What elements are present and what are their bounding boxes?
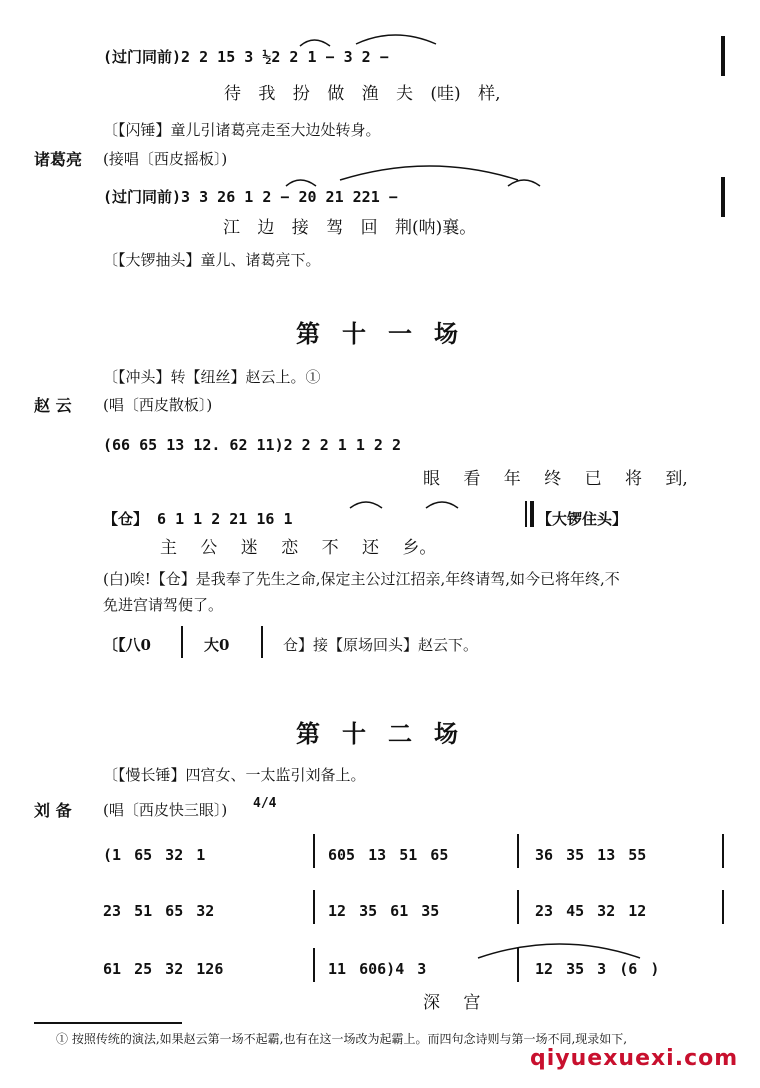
barline-dir4-1 bbox=[181, 626, 183, 658]
lyrics-row-7: 深 宫 bbox=[423, 993, 481, 1013]
notation-row-5-measure-1: (1 65 32 1 bbox=[103, 846, 206, 864]
dialogue-line-2: 免进宫请驾便了。 bbox=[103, 596, 224, 614]
notation-row-5-measure-3: 36 35 13 55 bbox=[535, 846, 647, 864]
barline-4a bbox=[525, 501, 527, 527]
tie-5 bbox=[426, 502, 458, 508]
slur-2 bbox=[340, 166, 518, 180]
barline-7b bbox=[517, 948, 519, 982]
scene-title-12: 第十二场 bbox=[296, 719, 480, 748]
lyrics-row-4: 主 公 迷 恋 不 还 乡。 bbox=[160, 538, 437, 558]
notation-row-7-measure-2: 11 606)4 3 bbox=[328, 960, 427, 978]
barline-6a bbox=[313, 890, 315, 924]
footnote: ① 按照传统的演法,如果赵云第一场不起霸,也有在这一场改为起霸上。而四句念诗则与第一场不同,现录如下, bbox=[56, 1032, 628, 1046]
footnote-rule bbox=[34, 1022, 182, 1024]
barline-7a bbox=[313, 948, 315, 982]
watermark: qiyuexuexi.com bbox=[530, 1046, 739, 1071]
stage-direction-1: 〔【闪锤】童儿引诸葛亮走至大边处转身。 bbox=[103, 121, 381, 139]
time-signature: 4/4 bbox=[253, 796, 277, 811]
barline-end-1 bbox=[721, 36, 725, 76]
percussion-cue: 【大锣住头】 bbox=[537, 510, 628, 528]
notation-row-1: (过门同前)2 2 15 3 ½2 2 1 − 3 2 − bbox=[103, 48, 389, 66]
barline-5c bbox=[722, 834, 724, 868]
percussion-pattern-2: 大0 bbox=[204, 636, 230, 654]
stage-direction-5: 〔【慢长锤】四宫女、一太监引刘备上。 bbox=[103, 766, 366, 784]
percussion-pattern-3: 仓】接【原场回头】赵云下。 bbox=[283, 636, 479, 654]
notation-row-7-measure-3: 12 35 3 (6 ) bbox=[535, 960, 660, 978]
notation-row-5-measure-2: 605 13 51 65 bbox=[328, 846, 449, 864]
notation-row-3: (66 65 13 12. 62 11)2 2 2 1 1 2 2 bbox=[103, 436, 402, 454]
barline-end-2 bbox=[721, 177, 725, 217]
notation-row-7-measure-1: 61 25 32 126 bbox=[103, 960, 224, 978]
slur-3 bbox=[478, 944, 640, 958]
notation-row-2: (过门同前)3 3 26 1 2 − 20 21 221 − bbox=[103, 188, 398, 206]
role-name-liubei: 刘 备 bbox=[34, 801, 72, 820]
notation-row-4: 【仓】 6 1 1 2 21 16 1 bbox=[103, 510, 293, 528]
singing-mode-liubei: (唱〔西皮快三眼〕) bbox=[103, 801, 228, 819]
percussion-pattern-1: 〔【八0 bbox=[103, 636, 151, 654]
slur-1 bbox=[356, 35, 436, 44]
notation-row-6-measure-3: 23 45 32 12 bbox=[535, 902, 647, 920]
notation-row-6-measure-2: 12 35 61 35 bbox=[328, 902, 440, 920]
barline-4b bbox=[530, 501, 534, 527]
lyrics-row-1: 待 我 扮 做 渔 夫 (哇) 样, bbox=[224, 84, 501, 104]
barline-6b bbox=[517, 890, 519, 924]
barline-5b bbox=[517, 834, 519, 868]
role-name-zhuge: 诸葛亮 bbox=[34, 150, 83, 169]
dialogue-line-1: (白)唉!【仓】是我奉了先生之命,保定主公过江招亲,年终请驾,如今已将年终,不 bbox=[103, 570, 620, 588]
singing-mode-zhuge: (接唱〔西皮摇板〕) bbox=[103, 150, 228, 168]
stage-direction-2: 〔【大锣抽头】童儿、诸葛亮下。 bbox=[103, 251, 321, 269]
lyrics-row-2: 江 边 接 驾 回 荆(呐)襄。 bbox=[223, 218, 477, 238]
barline-dir4-2 bbox=[261, 626, 263, 658]
singing-mode-zhaoyun: (唱〔西皮散板〕) bbox=[103, 396, 213, 414]
stage-direction-3: 〔【冲头】转【纽丝】赵云上。① bbox=[103, 368, 321, 386]
role-name-zhaoyun: 赵 云 bbox=[34, 396, 72, 415]
barline-6c bbox=[722, 890, 724, 924]
tie-3 bbox=[508, 180, 540, 186]
scene-title-11: 第十一场 bbox=[296, 319, 480, 348]
tie-4 bbox=[350, 502, 382, 508]
notation-row-6-measure-1: 23 51 65 32 bbox=[103, 902, 215, 920]
lyrics-row-3: 眼 看 年 终 已 将 到, bbox=[423, 469, 688, 489]
barline-5a bbox=[313, 834, 315, 868]
